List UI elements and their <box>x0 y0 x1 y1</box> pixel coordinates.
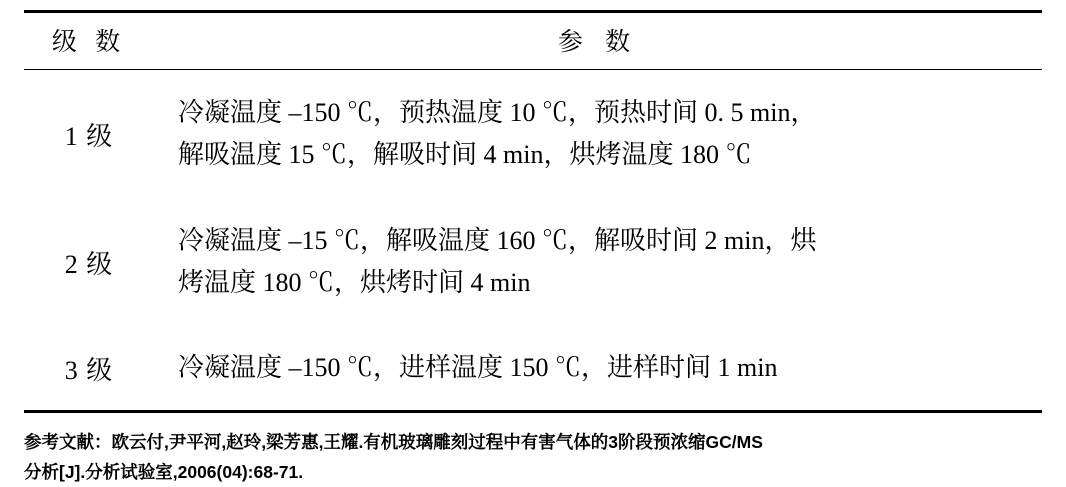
reference-citation <box>24 427 1042 487</box>
level-value: 2 级 <box>64 249 114 279</box>
param-line: 冷凝温度 –15 ℃，解吸温度 160 ℃，解吸时间 2 min，烘 <box>178 225 817 255</box>
column-header-params: 参 数 <box>154 12 1042 70</box>
reference-line: 分析[J].分析试验室,2006(04):68-71. <box>24 462 304 483</box>
document-page <box>0 10 1066 483</box>
table-header-row <box>24 12 1042 70</box>
table-row <box>24 70 1042 199</box>
param-line: 冷凝温度 –150 ℃，进样温度 150 ℃，进样时间 1 min <box>178 352 778 382</box>
param-value <box>154 70 1042 199</box>
param-line: 烤温度 180 ℃，烘烤时间 4 min <box>178 268 531 297</box>
param-value <box>154 198 1042 326</box>
param-value <box>154 326 1042 412</box>
table-row <box>24 198 1042 326</box>
param-line: 冷凝温度 –150 ℃，预热温度 10 ℃，预热时间 0. 5 min， <box>178 97 817 127</box>
table-row <box>24 326 1042 412</box>
param-line: 解吸温度 15 ℃，解吸时间 4 min，烘烤温度 180 ℃ <box>178 140 752 169</box>
table-body <box>24 70 1042 412</box>
level-value: 1 级 <box>24 70 154 199</box>
reference-line: 参考文献：欧云付,尹平河,赵玲,梁芳惠,王耀.有机玻璃雕刻过程中有害气体的3阶段预浓缩GC/MS <box>24 432 763 452</box>
level-value: 3 级 <box>24 326 154 412</box>
parameter-table <box>24 10 1042 413</box>
column-header-level: 级 数 <box>24 12 154 70</box>
table-header <box>24 12 1042 70</box>
